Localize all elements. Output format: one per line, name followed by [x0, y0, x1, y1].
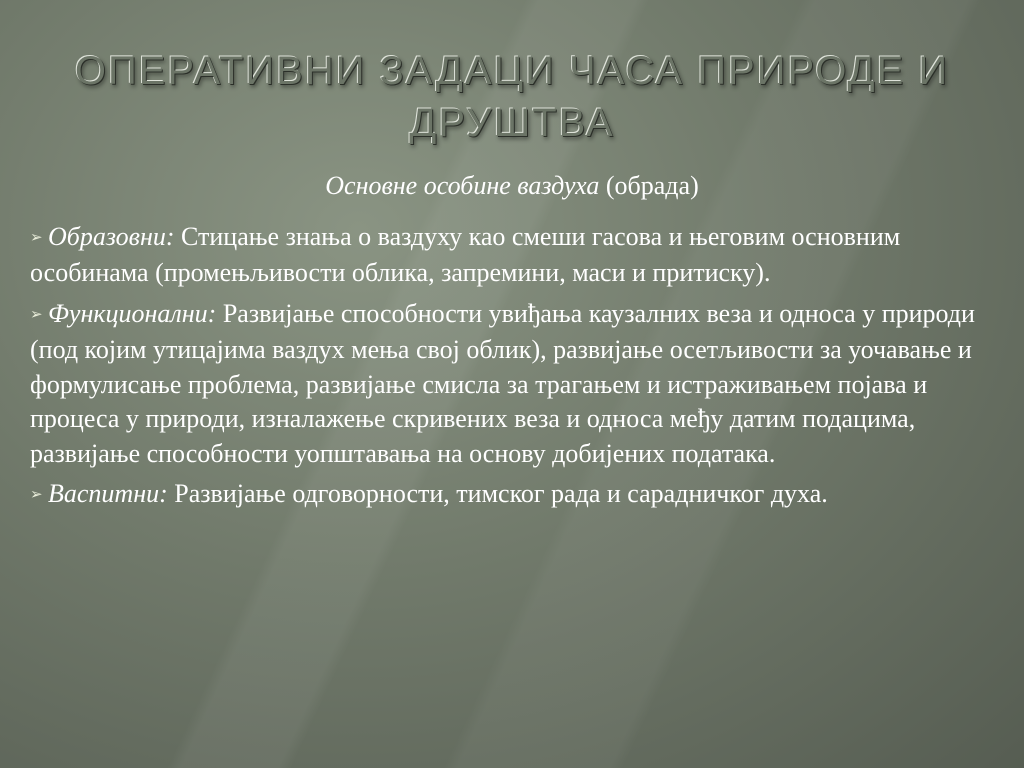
- bullet-list: [30, 220, 990, 519]
- bullet-educational: [30, 220, 990, 291]
- arrow-bullet-icon: ➢: [30, 227, 43, 246]
- bullet-text: Развијање одговорности, тимског рада и сарадничког духа.: [167, 479, 828, 509]
- bullet-text: Развијање способности увиђања каузалних веза и односа у природи (под којим утицајима ваздух мења свој облик), развијање осетљивости за уочавање и формулисање проблема, развијање смисла за трагањем и истраживањем појава и процеса у природи, изналажење скривених веза и односа међу датим подацима, развијање способности уопштавања на основу добијених података.: [30, 298, 975, 468]
- slide-title: ОПЕРАТИВНИ ЗАДАЦИ ЧАСА ПРИРОДЕ И ДРУШТВА: [74, 49, 950, 145]
- subtitle-note: (обрада): [599, 171, 699, 200]
- bullet-label: Функционални:: [48, 298, 217, 328]
- bullet-label: Васпитни:: [48, 479, 168, 509]
- slide-subtitle: [0, 170, 1024, 202]
- subtitle-topic: Основне особине ваздуха: [325, 171, 600, 200]
- arrow-bullet-icon: ➢: [30, 484, 43, 503]
- arrow-bullet-icon: ➢: [30, 304, 43, 323]
- bullet-functional: [30, 297, 990, 471]
- bullet-text: Стицање знања о ваздуху као смеши гасова и његовим основним особинама (промењљивости облика, запремини, маси и притиску).: [30, 222, 901, 288]
- bullet-label: Образовни:: [48, 222, 175, 251]
- bullet-upbringing: [30, 477, 990, 513]
